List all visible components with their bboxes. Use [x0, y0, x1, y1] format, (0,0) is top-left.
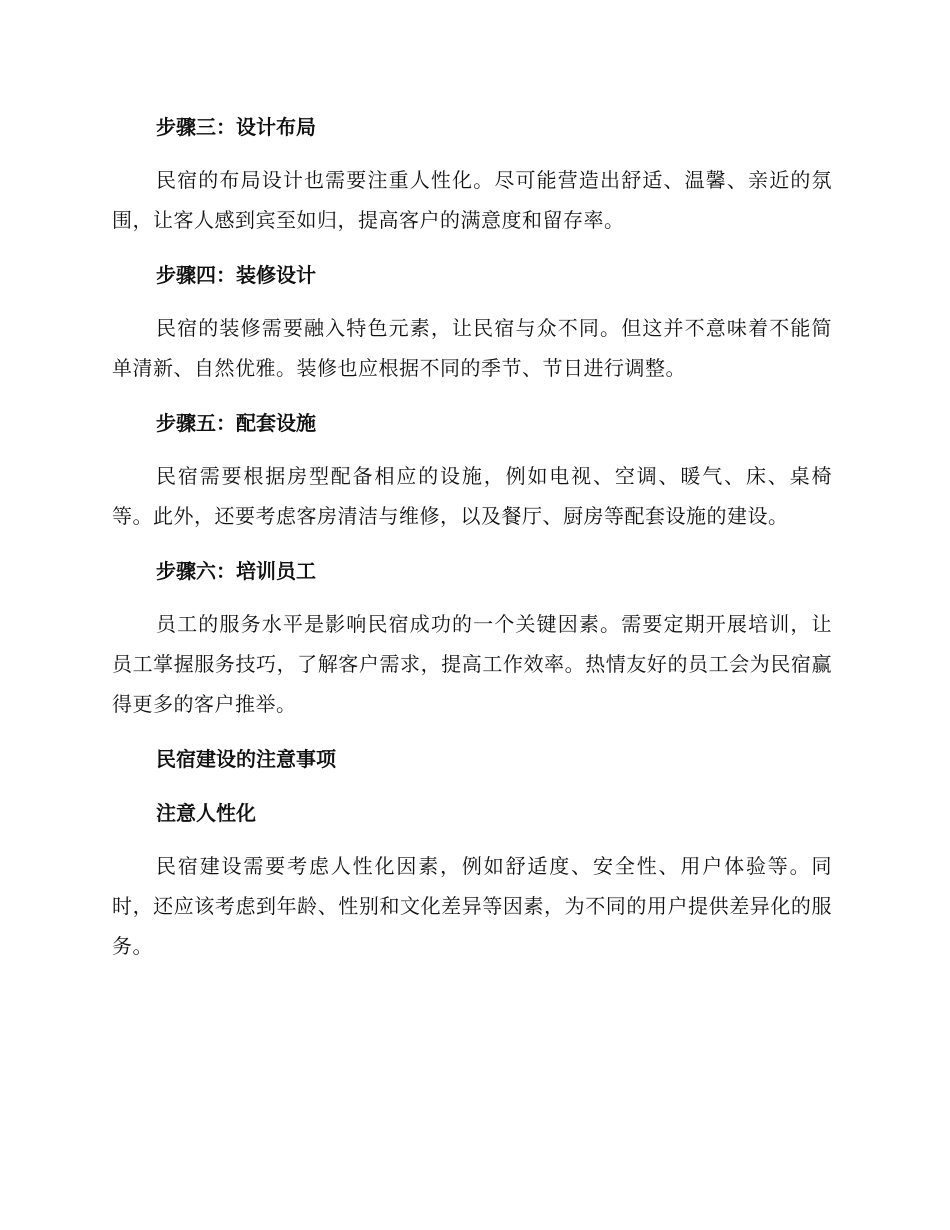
notes-heading: 注意人性化	[156, 801, 256, 825]
section-heading-step3: 步骤三：设计布局	[156, 115, 316, 139]
section-paragraph-step3: 民宿的布局设计也需要注重人性化。尽可能营造出舒适、温馨、亲近的氛围，让客人感到宾至如归，提高客户的满意度和留存率。	[112, 168, 832, 232]
section-heading-step5: 步骤五：配套设施	[156, 411, 316, 435]
section-paragraph-step5: 民宿需要根据房型配备相应的设施，例如电视、空调、暖气、床、桌椅等。此外，还要考虑客房清洁与维修，以及餐厅、厨房等配套设施的建设。	[112, 464, 832, 528]
document-body	[112, 108, 832, 966]
section-paragraph-step4: 民宿的装修需要融入特色元素，让民宿与众不同。但这并不意味着不能简单清新、自然优雅。装修也应根据不同的季节、节日进行调整。	[112, 316, 832, 380]
section-heading-step6: 步骤六：培训员工	[156, 559, 316, 583]
notes-title: 民宿建设的注意事项	[156, 747, 336, 771]
notes-paragraph: 民宿建设需要考虑人性化因素，例如舒适度、安全性、用户体验等。同时，还应该考虑到年龄、性别和文化差异等因素，为不同的用户提供差异化的服务。	[112, 854, 832, 958]
section-heading-step4: 步骤四：装修设计	[156, 263, 316, 287]
section-paragraph-step6: 员工的服务水平是影响民宿成功的一个关键因素。需要定期开展培训，让员工掌握服务技巧，了解客户需求，提高工作效率。热情友好的员工会为民宿赢得更多的客户推举。	[112, 612, 832, 716]
